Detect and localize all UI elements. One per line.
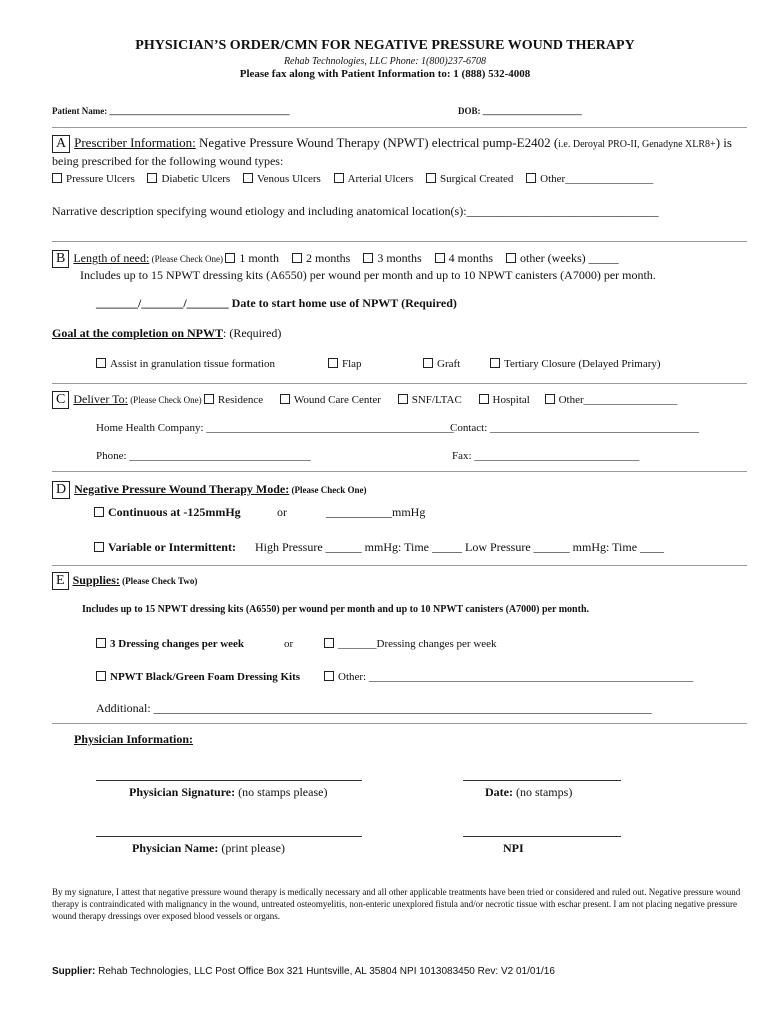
deliver-hospital[interactable]: Hospital <box>479 394 530 406</box>
length-3-months[interactable]: 3 months <box>363 251 421 265</box>
section-a-line1 <box>52 135 732 153</box>
checkbox-icon[interactable] <box>398 394 408 404</box>
fax-line: Please fax along with Patient Information to: 1 (888) 532-4008 <box>239 68 531 80</box>
checkbox-icon[interactable] <box>225 253 235 263</box>
supply-3-dressing-changes[interactable]: 3 Dressing changes per week <box>96 638 244 650</box>
date-label: Date: (no stamps) <box>485 785 573 799</box>
section-a-line2: being prescribed for the following wound types: <box>52 154 284 168</box>
home-health-company-field[interactable]: Home Health Company: _____________________________________________ <box>96 422 454 434</box>
checkbox-icon[interactable] <box>324 638 334 648</box>
page-title: PHYSICIAN’S ORDER/CMN FOR NEGATIVE PRESSURE WOUND THERAPY <box>135 38 635 53</box>
start-date-field[interactable]: _______/_______/_______ Date to start home use of NPWT (Required) <box>96 296 457 310</box>
section-b-includes: Includes up to 15 NPWT dressing kits (A6550) per wound per month and up to 10 NPWT canisters (A7000) per month. <box>80 268 656 282</box>
checkbox-icon[interactable] <box>328 358 338 368</box>
fax-field[interactable]: Fax: ______________________________ <box>452 450 640 462</box>
length-other-weeks[interactable]: other (weeks) _____ <box>506 251 619 265</box>
checkbox-icon[interactable] <box>426 173 436 183</box>
checkbox-icon[interactable] <box>147 173 157 183</box>
signature-line[interactable] <box>96 780 362 781</box>
goal-heading: Goal at the completion on NPWT <box>52 326 223 340</box>
checkbox-icon[interactable] <box>324 671 334 681</box>
dob-field[interactable]: DOB: ______________________ <box>458 106 582 116</box>
check-two-note: (Please Check Two) <box>119 576 198 586</box>
checkbox-icon[interactable] <box>204 394 214 404</box>
physician-name-line[interactable] <box>96 836 362 837</box>
check-one-note: (Please Check One) <box>149 254 226 264</box>
wound-type-venous-ulcers[interactable]: Venous Ulcers <box>243 173 321 185</box>
check-one-note: (Please Check One) <box>127 395 204 405</box>
checkbox-icon[interactable] <box>94 542 104 552</box>
supply-other[interactable]: Other: ___________________________________________________________ <box>324 671 693 683</box>
section-e-includes: Includes up to 15 NPWT dressing kits (A6550) per wound per month and up to 10 NPWT canisters (A7000) per month. <box>82 604 590 615</box>
additional-field[interactable]: Additional: ___________________________________________________________________________________ <box>96 701 652 715</box>
goal-granulation[interactable]: Assist in granulation tissue formation <box>96 358 275 370</box>
deliver-wound-care-center[interactable]: Wound Care Center <box>280 394 381 406</box>
divider <box>52 127 747 128</box>
section-c-heading: Deliver To: <box>73 392 128 406</box>
attestation-text: By my signature, I attest that negative pressure wound therapy is medically necessary and all other applicable treatments have been tried or considered and ruled out. Negative pressure wound therapy is contraindicated with malignancy in the wound, untreated osteomyelitis, non-enteric unexplored fistula and/or necrotic tissue with eschar present. I am not placing negative pressure wound therapy dressings over exposed blood vessels or organs. <box>52 887 741 921</box>
divider <box>52 383 747 384</box>
supplier-footer: Supplier: Rehab Technologies, LLC Post Office Box 321 Huntsville, AL 35804 NPI 1013083450 Rev: V2 01/01/16 <box>52 966 555 977</box>
section-d-heading: Negative Pressure Wound Therapy Mode: <box>74 482 290 496</box>
goal-line <box>52 326 281 341</box>
goal-tertiary-closure[interactable]: Tertiary Closure (Delayed Primary) <box>490 358 661 370</box>
goal-graft[interactable]: Graft <box>423 358 460 370</box>
section-a-text: Negative Pressure Wound Therapy (NPWT) electrical pump-E2402 ( <box>195 135 559 150</box>
date-line[interactable] <box>463 780 621 781</box>
wound-type-pressure-ulcers[interactable]: Pressure Ulcers <box>52 173 135 185</box>
deliver-snf-ltac[interactable]: SNF/LTAC <box>398 394 462 406</box>
deliver-other[interactable]: Other_________________ <box>545 394 678 406</box>
section-a-heading: Prescriber Information: <box>74 135 196 150</box>
physician-signature-label: Physician Signature: (no stamps please) <box>129 785 328 799</box>
section-d-letter: D <box>52 481 70 499</box>
checkbox-icon[interactable] <box>334 173 344 183</box>
checkbox-icon[interactable] <box>96 358 106 368</box>
goal-flap[interactable]: Flap <box>328 358 362 370</box>
checkbox-icon[interactable] <box>52 173 62 183</box>
phone-field[interactable]: Phone: _________________________________ <box>96 450 311 462</box>
company-phone: Rehab Technologies, LLC Phone: 1(800)237-6708 <box>283 56 487 67</box>
section-d-line1 <box>52 481 366 499</box>
checkbox-icon[interactable] <box>243 173 253 183</box>
checkbox-icon[interactable] <box>490 358 500 368</box>
section-e-letter: E <box>52 572 69 590</box>
supply-foam-dressing-kits[interactable]: NPWT Black/Green Foam Dressing Kits <box>96 671 300 683</box>
mode-or: or <box>277 505 287 519</box>
section-e-line1 <box>52 572 197 590</box>
variable-pressure-fields[interactable]: High Pressure ______ mmHg: Time _____ Low Pressure ______ mmHg: Time ____ <box>255 540 665 554</box>
goal-required: : (Required) <box>223 326 282 340</box>
wound-type-diabetic-ulcers[interactable]: Diabetic Ulcers <box>147 173 230 185</box>
npi-label: NPI <box>503 841 524 855</box>
section-a-examples: i.e. Deroyal PRO-II, Genadyne XLR8+ <box>558 139 716 150</box>
narrative-field[interactable]: Narrative description specifying wound etiology and including anatomical location(s):________________________________ <box>52 204 659 218</box>
check-one-note: (Please Check One) <box>289 485 367 495</box>
contact-field[interactable]: Contact: ______________________________________ <box>450 422 700 434</box>
checkbox-icon[interactable] <box>280 394 290 404</box>
section-c-line1 <box>52 391 677 409</box>
divider <box>52 241 747 242</box>
npi-line[interactable] <box>463 836 621 837</box>
section-a-text-end: ) is <box>715 135 732 150</box>
length-1-month[interactable]: 1 month <box>225 251 279 265</box>
section-c-letter: C <box>52 391 69 409</box>
wound-type-arterial-ulcers[interactable]: Arterial Ulcers <box>334 173 414 185</box>
supply-or: or <box>284 638 294 650</box>
checkbox-icon[interactable] <box>526 173 536 183</box>
checkbox-icon[interactable] <box>96 638 106 648</box>
section-b-line1 <box>52 250 619 268</box>
checkbox-icon[interactable] <box>363 253 373 263</box>
checkbox-icon[interactable] <box>479 394 489 404</box>
supply-custom-dressing-changes[interactable]: _______Dressing changes per week <box>324 638 497 650</box>
patient-name-field[interactable]: Patient Name: ________________________________________ <box>52 106 290 116</box>
checkbox-icon[interactable] <box>96 671 106 681</box>
deliver-residence[interactable]: Residence <box>204 394 263 406</box>
wound-type-surgical-created[interactable]: Surgical Created <box>426 173 513 185</box>
section-e-heading: Supplies: <box>72 573 120 587</box>
wound-types <box>52 173 653 185</box>
checkbox-icon[interactable] <box>435 253 445 263</box>
physician-information-heading: Physician Information: <box>74 732 194 746</box>
mode-variable[interactable]: Variable or Intermittent: <box>94 540 236 555</box>
checkbox-icon[interactable] <box>545 394 555 404</box>
length-4-months[interactable]: 4 months <box>435 251 493 265</box>
custom-mmhg-field[interactable]: ___________mmHg <box>326 505 426 519</box>
checkbox-icon[interactable] <box>506 253 516 263</box>
physician-name-label: Physician Name: (print please) <box>132 841 285 855</box>
wound-type-other[interactable]: Other________________ <box>526 173 653 185</box>
section-a-letter: A <box>52 135 70 153</box>
divider <box>52 723 747 724</box>
checkbox-icon[interactable] <box>292 253 302 263</box>
length-2-months[interactable]: 2 months <box>292 251 350 265</box>
checkbox-icon[interactable] <box>423 358 433 368</box>
checkbox-icon[interactable] <box>94 507 104 517</box>
mode-continuous[interactable]: Continuous at -125mmHg <box>94 505 241 520</box>
divider <box>52 471 747 472</box>
section-b-letter: B <box>52 250 69 268</box>
section-b-heading: Length of need: <box>73 251 150 265</box>
divider <box>52 565 747 566</box>
